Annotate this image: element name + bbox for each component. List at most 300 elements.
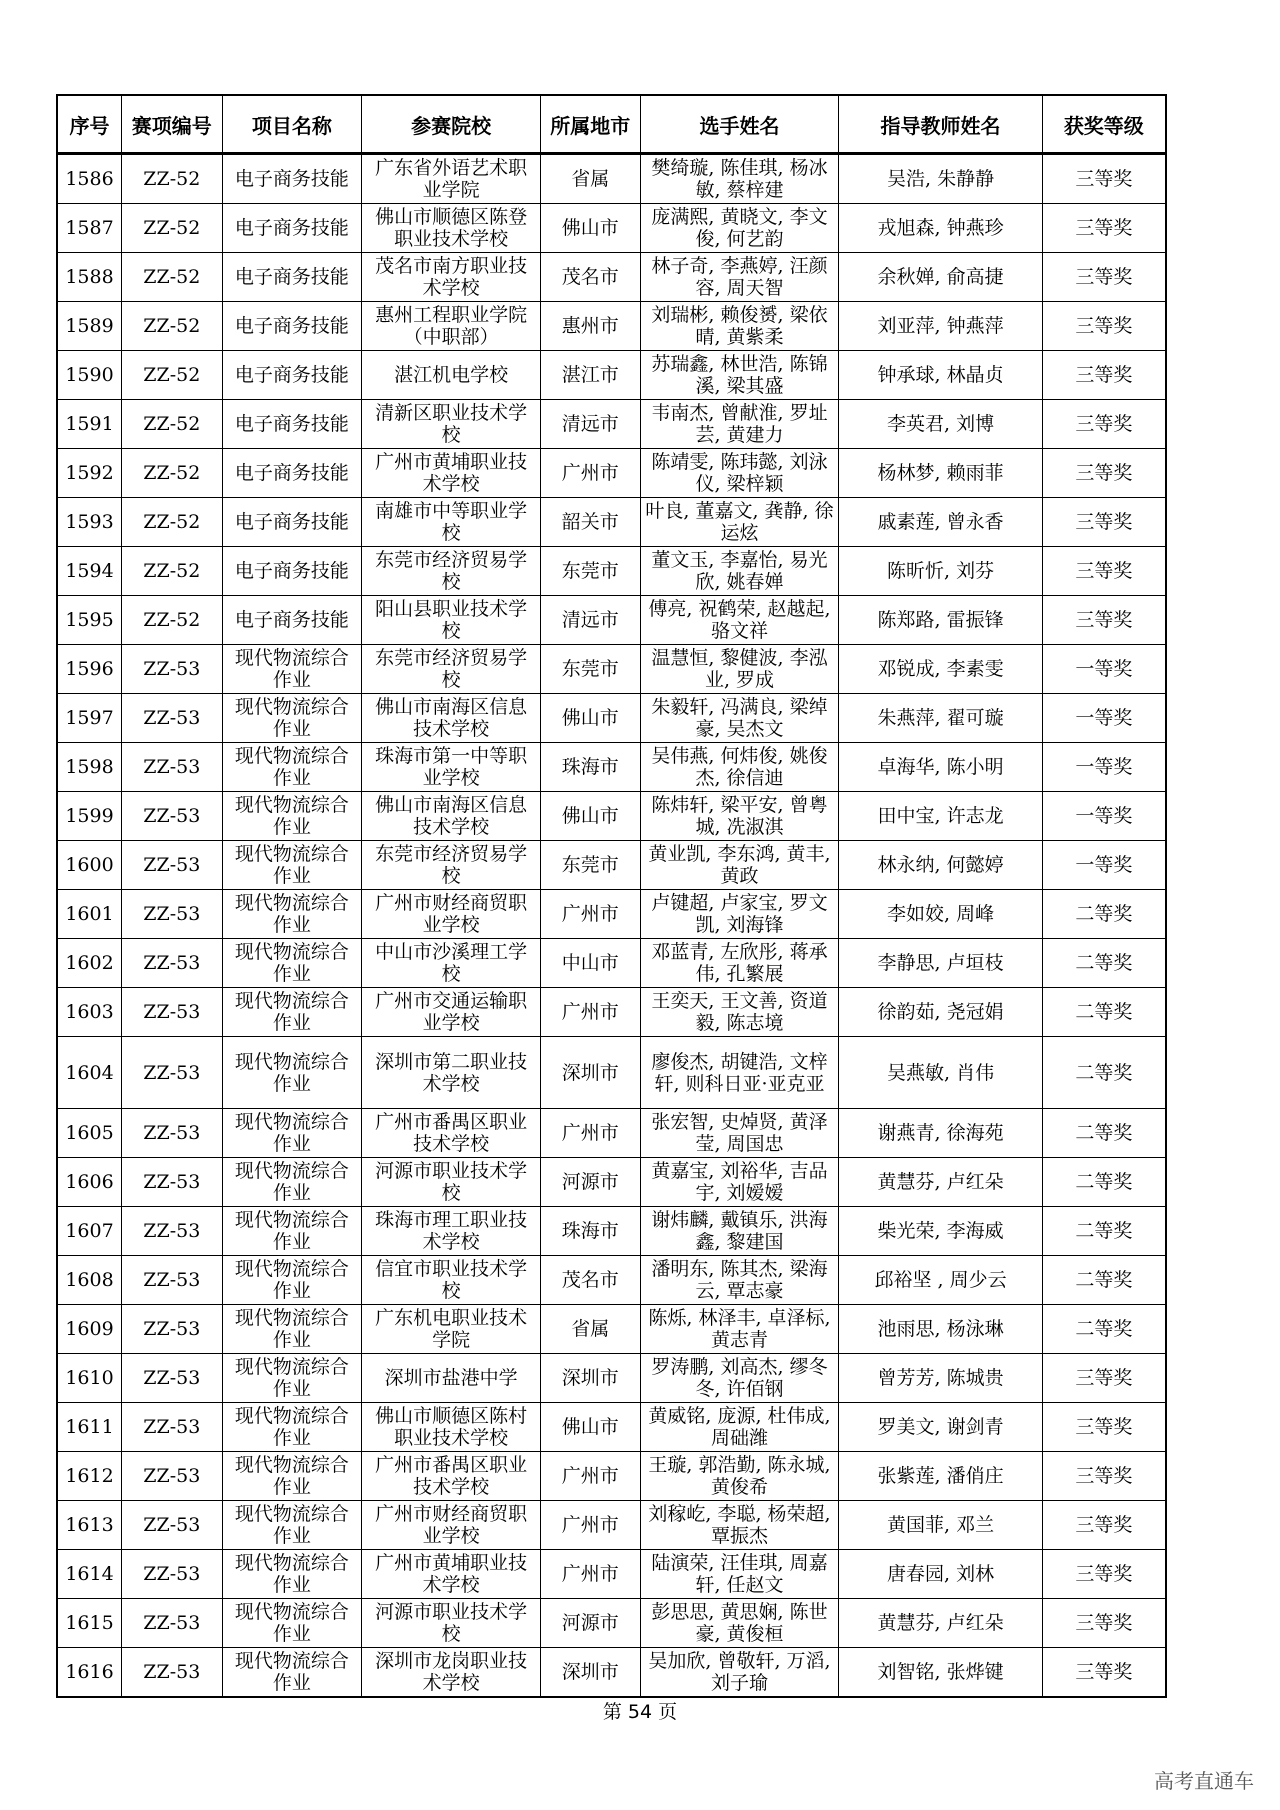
row-event-code [122, 596, 223, 645]
row-school [362, 841, 541, 890]
row-instructors [839, 253, 1042, 302]
row-contestants [640, 645, 839, 694]
row-instructors-text: 李如姣, 周峰 [887, 903, 995, 925]
row-contestants [640, 351, 839, 400]
row-instructors-text: 张紫莲, 潘俏庄 [877, 1465, 1004, 1487]
row-event-name [222, 1305, 362, 1354]
row-instructors [839, 1403, 1042, 1452]
row-event-code-text: ZZ-52 [143, 511, 201, 533]
row-index-text: 1611 [65, 1416, 114, 1438]
row-event-name [222, 204, 362, 253]
row-event-code-text: ZZ-53 [143, 1465, 201, 1487]
row-award-text: 三等奖 [1075, 560, 1133, 582]
row-index-text: 1604 [65, 1061, 114, 1084]
table-row [57, 1109, 1166, 1158]
row-contestants-text: 罗涛鹏, 刘高杰, 缪冬冬, 许佰钢 [651, 1356, 828, 1400]
table-row [57, 400, 1166, 449]
row-school-text: 中山市沙溪理工学校 [375, 941, 528, 985]
row-instructors [839, 400, 1042, 449]
row-index [57, 645, 122, 694]
row-event-name-text: 电子商务技能 [234, 560, 349, 582]
row-award-text: 二等奖 [1075, 1061, 1133, 1084]
row-index-text: 1609 [65, 1318, 114, 1340]
row-event-code-text: ZZ-52 [143, 413, 201, 435]
row-event-code-text: ZZ-53 [143, 1122, 201, 1144]
row-event-code-text: ZZ-52 [143, 217, 201, 239]
table-row [57, 449, 1166, 498]
row-school-text: 广州市黄埔职业技术学校 [375, 1552, 528, 1596]
row-event-code-text: ZZ-52 [143, 266, 201, 288]
table-row [57, 1648, 1166, 1698]
row-city-text: 深圳市 [561, 1661, 619, 1683]
table-row [57, 1256, 1166, 1305]
row-school-text: 阳山县职业技术学校 [375, 598, 528, 642]
row-contestants-text: 吴伟燕, 何炜俊, 姚俊杰, 徐信迪 [651, 745, 828, 789]
row-school-text: 广州市交通运输职业学校 [375, 990, 528, 1034]
row-city [541, 1109, 640, 1158]
row-event-name-text: 现代物流综合作业 [234, 1405, 349, 1449]
row-event-name-text: 现代物流综合作业 [234, 1050, 349, 1095]
table-row [57, 204, 1166, 253]
row-school-text: 佛山市顺德区陈登职业技术学校 [375, 206, 528, 250]
row-instructors-text: 林永纳, 何懿婷 [877, 854, 1004, 876]
row-event-code [122, 1501, 223, 1550]
row-instructors-text: 邱裕坚 , 周少云 [874, 1269, 1007, 1291]
row-event-code [122, 890, 223, 939]
row-event-name-text: 现代物流综合作业 [234, 1356, 349, 1400]
row-city-text: 河源市 [561, 1171, 619, 1193]
row-award [1042, 154, 1166, 204]
row-award-text: 三等奖 [1075, 364, 1133, 386]
row-school [362, 1158, 541, 1207]
row-school-text: 深圳市龙岗职业技术学校 [375, 1650, 528, 1694]
row-city-text: 深圳市 [561, 1367, 619, 1389]
row-award [1042, 302, 1166, 351]
row-event-code-text: ZZ-53 [143, 1514, 201, 1536]
row-event-name [222, 1037, 362, 1109]
row-contestants-text: 廖俊杰, 胡键浩, 文梓轩, 则科日亚·亚克亚 [651, 1050, 828, 1095]
row-event-name-text: 现代物流综合作业 [234, 647, 349, 691]
row-award-text: 三等奖 [1075, 1661, 1133, 1683]
row-index-text: 1595 [65, 609, 114, 631]
row-school [362, 694, 541, 743]
row-school [362, 743, 541, 792]
row-event-name [222, 694, 362, 743]
row-instructors [839, 1158, 1042, 1207]
row-award-text: 一等奖 [1075, 854, 1133, 876]
row-index-text: 1615 [65, 1612, 114, 1634]
row-event-name-text: 现代物流综合作业 [234, 1160, 349, 1204]
row-award-text: 二等奖 [1075, 1269, 1133, 1291]
row-award-text: 三等奖 [1075, 266, 1133, 288]
row-event-name [222, 351, 362, 400]
row-contestants [640, 204, 839, 253]
row-contestants-text: 刘稼屹, 李聪, 杨荣超, 覃振杰 [648, 1503, 831, 1547]
row-school [362, 253, 541, 302]
table-row [57, 596, 1166, 645]
row-instructors [839, 1354, 1042, 1403]
row-event-code-text: ZZ-52 [143, 364, 201, 386]
row-city-text: 广州市 [561, 1563, 619, 1585]
row-award [1042, 400, 1166, 449]
row-index-text: 1589 [65, 315, 114, 337]
row-city-text: 韶关市 [561, 511, 619, 533]
row-event-name [222, 645, 362, 694]
row-event-name [222, 302, 362, 351]
row-school [362, 449, 541, 498]
row-school [362, 1305, 541, 1354]
row-event-code-text: ZZ-53 [143, 658, 201, 680]
row-city-text: 茂名市 [561, 1269, 619, 1291]
row-contestants [640, 939, 839, 988]
row-event-code-text: ZZ-53 [143, 1612, 201, 1634]
row-contestants [640, 1158, 839, 1207]
row-contestants [640, 1256, 839, 1305]
row-school [362, 1037, 541, 1109]
row-event-code [122, 1109, 223, 1158]
row-event-code [122, 1599, 223, 1648]
row-index [57, 939, 122, 988]
row-contestants [640, 1305, 839, 1354]
row-index-text: 1607 [65, 1220, 114, 1242]
row-award [1042, 253, 1166, 302]
row-school-text: 珠海市第一中等职业学校 [375, 745, 528, 789]
row-city-text: 清远市 [561, 609, 619, 631]
row-school [362, 204, 541, 253]
row-instructors-text: 黄国菲, 邓兰 [887, 1514, 995, 1536]
row-event-code [122, 1037, 223, 1109]
row-instructors [839, 154, 1042, 204]
row-city-text: 广州市 [561, 903, 619, 925]
row-index [57, 1403, 122, 1452]
row-city [541, 1403, 640, 1452]
table-row [57, 154, 1166, 204]
table-row [57, 939, 1166, 988]
row-event-code [122, 939, 223, 988]
row-city [541, 351, 640, 400]
row-event-name [222, 498, 362, 547]
row-contestants-text: 陈炜轩, 梁平安, 曾粤城, 冼淑淇 [651, 794, 828, 838]
row-instructors [839, 547, 1042, 596]
row-city [541, 1037, 640, 1109]
row-award [1042, 1305, 1166, 1354]
row-event-code [122, 1403, 223, 1452]
row-award [1042, 988, 1166, 1037]
row-award [1042, 547, 1166, 596]
row-award-text: 三等奖 [1075, 1563, 1133, 1585]
row-index [57, 1354, 122, 1403]
row-event-name-text: 现代物流综合作业 [234, 1601, 349, 1645]
row-city [541, 1158, 640, 1207]
row-event-code-text: ZZ-53 [143, 1318, 201, 1340]
row-event-code [122, 302, 223, 351]
table-row [57, 1305, 1166, 1354]
row-award [1042, 1403, 1166, 1452]
row-city [541, 400, 640, 449]
header-school: 参赛院校 [362, 95, 541, 154]
row-index-text: 1597 [65, 707, 114, 729]
header-index: 序号 [57, 95, 122, 154]
row-contestants-text: 苏瑞鑫, 林世浩, 陈锦溪, 梁其盛 [651, 353, 828, 397]
row-instructors [839, 1207, 1042, 1256]
row-contestants-text: 庞满熙, 黄晓文, 李文俊, 何艺韵 [651, 206, 828, 250]
row-event-code-text: ZZ-52 [143, 560, 201, 582]
row-instructors-text: 曾芳芳, 陈城贵 [877, 1367, 1004, 1389]
row-instructors [839, 988, 1042, 1037]
row-instructors [839, 351, 1042, 400]
row-school-text: 东莞市经济贸易学校 [375, 549, 528, 593]
row-city-text: 广州市 [561, 1514, 619, 1536]
row-school [362, 498, 541, 547]
table-row [57, 1599, 1166, 1648]
row-instructors [839, 1109, 1042, 1158]
row-event-code [122, 547, 223, 596]
row-school [362, 1599, 541, 1648]
row-award-text: 三等奖 [1075, 413, 1133, 435]
table-row [57, 351, 1166, 400]
row-school-text: 珠海市理工职业技术学校 [375, 1209, 528, 1253]
row-event-name [222, 1256, 362, 1305]
row-contestants [640, 154, 839, 204]
row-instructors-text: 田中宝, 许志龙 [877, 805, 1004, 827]
row-instructors-text: 钟承球, 林晶贞 [877, 364, 1004, 386]
row-school-text: 惠州工程职业学院（中职部） [375, 304, 528, 348]
row-index [57, 694, 122, 743]
row-event-name [222, 1550, 362, 1599]
row-index [57, 449, 122, 498]
row-event-name-text: 现代物流综合作业 [234, 1552, 349, 1596]
row-award [1042, 890, 1166, 939]
header-event-code: 赛项编号 [122, 95, 223, 154]
row-school [362, 988, 541, 1037]
row-city [541, 1550, 640, 1599]
row-contestants [640, 694, 839, 743]
row-school [362, 1256, 541, 1305]
table-row [57, 547, 1166, 596]
table-row [57, 1207, 1166, 1256]
row-city [541, 253, 640, 302]
row-index [57, 1305, 122, 1354]
row-contestants-text: 潘明东, 陈其杰, 梁海云, 覃志豪 [651, 1258, 828, 1302]
row-instructors-text: 柴光荣, 李海威 [877, 1220, 1004, 1242]
row-city-text: 佛山市 [561, 217, 619, 239]
row-instructors-text: 唐春园, 刘林 [887, 1563, 995, 1585]
row-instructors-text: 戚素莲, 曾永香 [877, 511, 1004, 533]
row-school [362, 302, 541, 351]
row-city-text: 佛山市 [561, 1416, 619, 1438]
row-index-text: 1593 [65, 511, 114, 533]
table-row [57, 498, 1166, 547]
row-award-text: 二等奖 [1075, 1122, 1133, 1144]
row-school [362, 939, 541, 988]
row-school [362, 1354, 541, 1403]
row-event-name [222, 890, 362, 939]
row-city [541, 743, 640, 792]
row-contestants-text: 谢炜麟, 戴镇乐, 洪海鑫, 黎建国 [651, 1209, 828, 1253]
row-contestants-text: 黄威铭, 庞源, 杜伟成, 周础潍 [648, 1405, 831, 1449]
table-row [57, 645, 1166, 694]
row-index-text: 1590 [65, 364, 114, 386]
row-event-code [122, 1207, 223, 1256]
row-event-name-text: 现代物流综合作业 [234, 745, 349, 789]
row-index [57, 1207, 122, 1256]
row-award [1042, 351, 1166, 400]
row-contestants [640, 1648, 839, 1698]
row-city [541, 645, 640, 694]
row-contestants-text: 陈靖雯, 陈玮懿, 刘泳仪, 梁梓颖 [651, 451, 828, 495]
row-event-code [122, 792, 223, 841]
row-index-text: 1606 [65, 1171, 114, 1193]
row-event-code-text: ZZ-53 [143, 1563, 201, 1585]
row-event-name [222, 939, 362, 988]
row-instructors [839, 1452, 1042, 1501]
row-event-code-text: ZZ-52 [143, 315, 201, 337]
table-row [57, 1501, 1166, 1550]
row-instructors-text: 吴浩, 朱静静 [887, 168, 995, 190]
row-award-text: 三等奖 [1075, 1465, 1133, 1487]
row-school [362, 1648, 541, 1698]
row-event-code-text: ZZ-53 [143, 1416, 201, 1438]
row-school-text: 信宜市职业技术学校 [375, 1258, 528, 1302]
row-instructors [839, 1648, 1042, 1698]
row-city-text: 省属 [571, 1318, 610, 1340]
row-school [362, 1109, 541, 1158]
row-event-code-text: ZZ-53 [143, 1061, 201, 1084]
header-instructors: 指导教师姓名 [839, 95, 1042, 154]
row-city [541, 890, 640, 939]
row-city-text: 广州市 [561, 462, 619, 484]
row-instructors-text: 吴燕敏, 肖伟 [887, 1061, 995, 1084]
row-city [541, 154, 640, 204]
row-event-name-text: 现代物流综合作业 [234, 843, 349, 887]
row-school [362, 400, 541, 449]
row-event-code-text: ZZ-53 [143, 854, 201, 876]
row-instructors-text: 刘智铭, 张烨键 [877, 1661, 1004, 1683]
row-index [57, 743, 122, 792]
row-award [1042, 1207, 1166, 1256]
row-award [1042, 939, 1166, 988]
row-index-text: 1616 [65, 1661, 114, 1683]
row-event-name-text: 电子商务技能 [234, 217, 349, 239]
table-row [57, 1403, 1166, 1452]
row-event-name-text: 现代物流综合作业 [234, 1307, 349, 1351]
row-contestants-text: 刘瑞彬, 赖俊赟, 梁依晴, 黄紫柔 [651, 304, 828, 348]
row-award-text: 三等奖 [1075, 511, 1133, 533]
row-contestants-text: 彭思思, 黄思娴, 陈世豪, 黄俊桓 [651, 1601, 828, 1645]
row-event-code-text: ZZ-53 [143, 1661, 201, 1683]
row-index-text: 1605 [65, 1122, 114, 1144]
row-instructors-text: 朱燕萍, 翟可璇 [877, 707, 1004, 729]
row-school-text: 河源市职业技术学校 [375, 1160, 528, 1204]
row-contestants-text: 董文玉, 李嘉怡, 易光欣, 姚春婵 [651, 549, 828, 593]
row-school-text: 广州市番禺区职业技术学校 [375, 1454, 528, 1498]
table-row [57, 694, 1166, 743]
row-event-name [222, 154, 362, 204]
row-award [1042, 1452, 1166, 1501]
row-city-text: 中山市 [561, 952, 619, 974]
row-award [1042, 1648, 1166, 1698]
row-city-text: 河源市 [561, 1612, 619, 1634]
row-index [57, 1037, 122, 1109]
row-index [57, 1158, 122, 1207]
watermark: 高考直通车 [1154, 1769, 1254, 1793]
row-award-text: 三等奖 [1075, 217, 1133, 239]
row-contestants-text: 黄业凯, 李东鸿, 黄丰, 黄政 [648, 843, 831, 887]
row-city-text: 东莞市 [561, 658, 619, 680]
row-city-text: 广州市 [561, 1122, 619, 1144]
row-award-text: 三等奖 [1075, 1514, 1133, 1536]
row-city-text: 珠海市 [561, 756, 619, 778]
row-instructors-text: 李静思, 卢垣枝 [877, 952, 1004, 974]
row-city-text: 珠海市 [561, 1220, 619, 1242]
row-award-text: 三等奖 [1075, 1612, 1133, 1634]
row-award-text: 二等奖 [1075, 952, 1133, 974]
row-event-name-text: 电子商务技能 [234, 413, 349, 435]
row-contestants [640, 988, 839, 1037]
row-contestants [640, 1501, 839, 1550]
row-city [541, 988, 640, 1037]
row-index [57, 400, 122, 449]
row-school-text: 茂名市南方职业技术学校 [375, 255, 528, 299]
row-city-text: 佛山市 [561, 707, 619, 729]
row-event-code-text: ZZ-52 [143, 462, 201, 484]
row-contestants [640, 302, 839, 351]
row-event-code-text: ZZ-53 [143, 1367, 201, 1389]
row-event-name-text: 电子商务技能 [234, 511, 349, 533]
row-city [541, 939, 640, 988]
row-award-text: 一等奖 [1075, 658, 1133, 680]
row-city [541, 547, 640, 596]
row-city [541, 449, 640, 498]
row-contestants-text: 王奕天, 王文善, 资道毅, 陈志境 [651, 990, 828, 1034]
row-instructors-text: 陈郑路, 雷振锋 [877, 609, 1004, 631]
row-award [1042, 1501, 1166, 1550]
row-index [57, 154, 122, 204]
row-instructors-text: 徐韵茹, 尧冠娟 [877, 1001, 1004, 1023]
row-index [57, 1648, 122, 1698]
row-contestants-text: 叶良, 董嘉文, 龚静, 徐运炫 [645, 500, 834, 544]
row-instructors [839, 1550, 1042, 1599]
row-contestants-text: 卢键超, 卢家宝, 罗文凯, 刘海锋 [651, 892, 828, 936]
row-event-code [122, 743, 223, 792]
row-city-text: 清远市 [561, 413, 619, 435]
row-instructors-text: 余秋婵, 俞高捷 [877, 266, 1004, 288]
row-instructors [839, 694, 1042, 743]
header-award: 获奖等级 [1042, 95, 1166, 154]
row-instructors [839, 1599, 1042, 1648]
row-event-name-text: 现代物流综合作业 [234, 1503, 349, 1547]
row-index-text: 1591 [65, 413, 114, 435]
row-contestants-text: 韦南杰, 曾献淮, 罗址芸, 黄建力 [651, 402, 828, 446]
row-event-code [122, 351, 223, 400]
row-event-name [222, 1599, 362, 1648]
row-event-name [222, 1207, 362, 1256]
row-contestants [640, 890, 839, 939]
row-index [57, 1550, 122, 1599]
row-city [541, 1452, 640, 1501]
row-school-text: 佛山市南海区信息技术学校 [375, 696, 528, 740]
row-index [57, 302, 122, 351]
header-event-name: 项目名称 [222, 95, 362, 154]
row-award [1042, 204, 1166, 253]
row-award-text: 三等奖 [1075, 168, 1133, 190]
row-contestants-text: 吴加欣, 曾敬轩, 万滔, 刘子瑜 [648, 1650, 831, 1694]
row-index [57, 1599, 122, 1648]
row-contestants-text: 王璇, 郭浩勤, 陈永城, 黄俊希 [648, 1454, 831, 1498]
row-index-text: 1596 [65, 658, 114, 680]
row-event-name [222, 1452, 362, 1501]
row-school [362, 1403, 541, 1452]
